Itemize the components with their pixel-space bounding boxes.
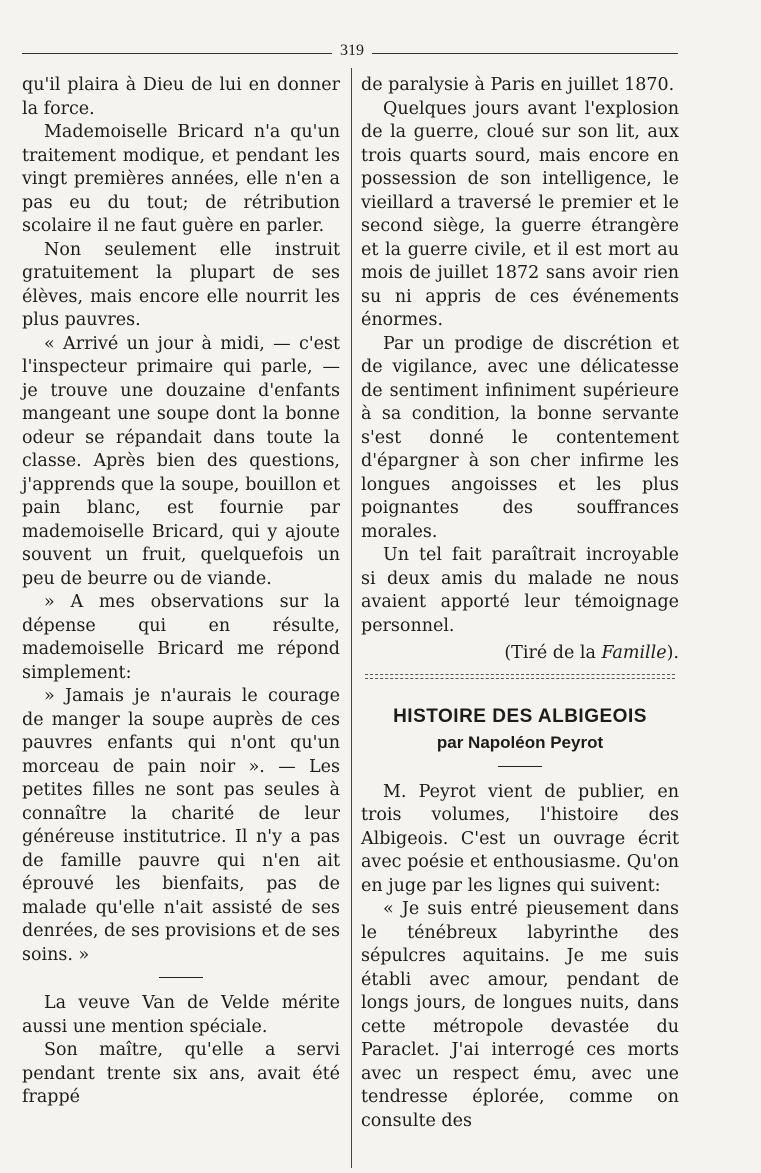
left-column [22,74,340,1110]
header-rule-left [22,53,332,54]
paragraph: Non seulement elle instruit gratuitement la plupart de ses élèves, mais encore elle nourrit les plus pauvres. [22,239,340,330]
section-rule [159,977,203,978]
paragraph: Par un prodige de discrétion et de vigilance, avec une délicatesse de sentiment infiniment supérieure à sa condition, la bonne servante s'est donné le contentement d'épargner à son cher infirme les longues angoisses et les plus poignantes des souffrances morales. [361,333,679,542]
right-column [361,74,679,1133]
paragraph: qu'il plaira à Dieu de lui en donner la force. [22,75,340,119]
paragraph: « Je suis entré pieusement dans le ténébreux labyrinthe des sépulcres aquitains. Je me suis établi avec amour, pendant de longs jours, de longues nuits, dans cette métropole devastée du Paraclet. J'ai interrogé ces morts avec un respect ému, avec une tendresse éplorée, comme on consulte des [361,899,679,1131]
source-citation [361,642,679,666]
paragraph: Son maître, qu'elle a servi pendant trente six ans, avait été frappé [22,1040,340,1107]
page-number: 319 [340,42,364,59]
column-divider [351,68,352,1168]
source-prefix: (Tiré de la [504,643,602,663]
source-suffix: ). [666,643,679,663]
paragraph: de paralysie à Paris en juillet 1870. [361,75,675,95]
article-author: par Napoléon Peyrot [436,732,604,752]
paragraph: Un tel fait paraîtrait incroyable si deux amis du malade ne nous avaient apporté leur témoignage personnel. [361,545,679,636]
paragraph: « Arrivé un jour à midi, — c'est l'inspecteur primaire qui parle, — je trouve une douzaine d'enfants mangeant une soupe dont la bonne odeur se répandait dans toute la classe. Après bien des questions, j'apprends que la soupe, bouillon et pain blanc, est fournie par mademoiselle Bricard, qui y ajoute souvent un fruit, quelquefois un peu de beurre ou de viande. [22,333,340,589]
header-rule-right [372,53,678,54]
paragraph: Quelques jours avant l'explosion de la guerre, cloué sur son lit, aux trois quarts sourd, mais encore en possession de son intelligence, le vieillard a traversé le premier et le second siège, la guerre étrangère et la guerre civile, et il est mort au mois de juillet 1872 sans avoir rien su ni appris de ces événements énormes. [361,98,679,330]
separator-line [365,678,675,679]
paragraph: Mademoiselle Bricard n'a qu'un traitement modique, et pendant les vingt premières années, elle n'en a pas eu du tout; de rétribution scolaire il ne faut guère en parler. [22,122,340,236]
paragraph: » A mes observations sur la dépense qui en résulte, mademoiselle Bricard me répond simplement: [22,592,340,683]
source-title: Famille [601,643,667,663]
paragraph: La veuve Van de Velde mérite aussi une mention spéciale. [22,993,340,1037]
title-rule [498,766,542,767]
section-separator [361,666,679,684]
article-title: HISTOIRE DES ALBIGEOIS [393,705,647,727]
separator-line [365,674,675,675]
paragraph: M. Peyrot vient de publier, en trois volumes, l'histoire des Albigeois. C'est un ouvrage écrit avec poésie et enthousiasme. Qu'on en juge par les lignes qui suivent: [361,781,679,896]
paragraph: » Jamais je n'aurais le courage de manger la soupe auprès de ces pauvres enfants qui n'ont qu'un morceau de pain noir ». — Les petites filles ne sont pas seules à connaître la charité de leur généreuse institutrice. Il n'y a pas de famille pauvre qui n'en ait éprouvé les bienfaits, pas de malade qu'elle n'ait assisté de ses denrées, de ses provisions et de ses soins. » [22,686,340,965]
